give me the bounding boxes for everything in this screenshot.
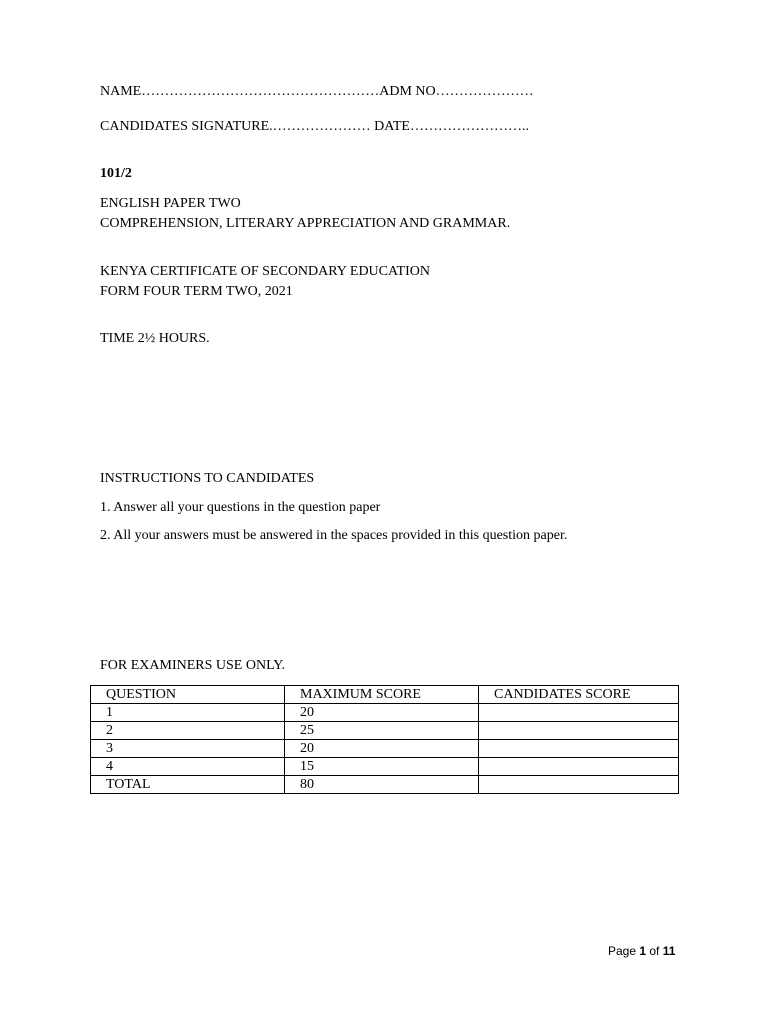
table-row: [91, 722, 679, 740]
table-row: [91, 704, 679, 722]
table-header-row: [91, 686, 679, 704]
question-cell: 1: [91, 704, 285, 722]
candidate-score-cell: [479, 758, 679, 776]
subject-title: ENGLISH PAPER TWO: [100, 196, 241, 211]
exam-term: FORM FOUR TERM TWO, 2021: [100, 284, 293, 299]
question-cell: 3: [91, 740, 285, 758]
instruction-item: 1. Answer all your questions in the question paper: [100, 500, 381, 515]
exam-time: TIME 2½ HOURS.: [100, 331, 210, 346]
header-maximum-score: MAXIMUM SCORE: [285, 686, 479, 704]
max-score-cell: 15: [285, 758, 479, 776]
instructions-title: INSTRUCTIONS TO CANDIDATES: [100, 471, 315, 486]
page-prefix: Page: [608, 944, 640, 958]
subject-subtitle: COMPREHENSION, LITERARY APPRECIATION AND GRAMMAR.: [100, 216, 511, 231]
header-candidates-score: CANDIDATES SCORE: [479, 686, 679, 704]
header-question: QUESTION: [91, 686, 285, 704]
page-of: of: [646, 944, 663, 958]
score-table: [90, 685, 679, 794]
total-pages: 11: [662, 944, 676, 958]
name-adm-line: NAME……………………………………………ADM NO…………………: [100, 84, 534, 99]
question-cell: TOTAL: [91, 776, 285, 794]
max-score-cell: 20: [285, 740, 479, 758]
signature-date-line: CANDIDATES SIGNATURE.………………… DATE……………………..: [100, 119, 529, 134]
candidate-score-cell: [479, 722, 679, 740]
max-score-cell: 25: [285, 722, 479, 740]
paper-code: 101/2: [100, 166, 132, 181]
exam-title: KENYA CERTIFICATE OF SECONDARY EDUCATION: [100, 264, 430, 279]
table-row: [91, 758, 679, 776]
candidate-score-cell: [479, 704, 679, 722]
page-number: [608, 942, 675, 960]
max-score-cell: 20: [285, 704, 479, 722]
candidate-score-cell: [479, 776, 679, 794]
instruction-item: 2. All your answers must be answered in the spaces provided in this question paper.: [100, 528, 568, 543]
candidate-score-cell: [479, 740, 679, 758]
max-score-cell: 80: [285, 776, 479, 794]
table-total-row: [91, 776, 679, 794]
question-cell: 2: [91, 722, 285, 740]
examiners-title: FOR EXAMINERS USE ONLY.: [100, 658, 286, 673]
question-cell: 4: [91, 758, 285, 776]
current-page: 1: [639, 944, 647, 958]
table-row: [91, 740, 679, 758]
